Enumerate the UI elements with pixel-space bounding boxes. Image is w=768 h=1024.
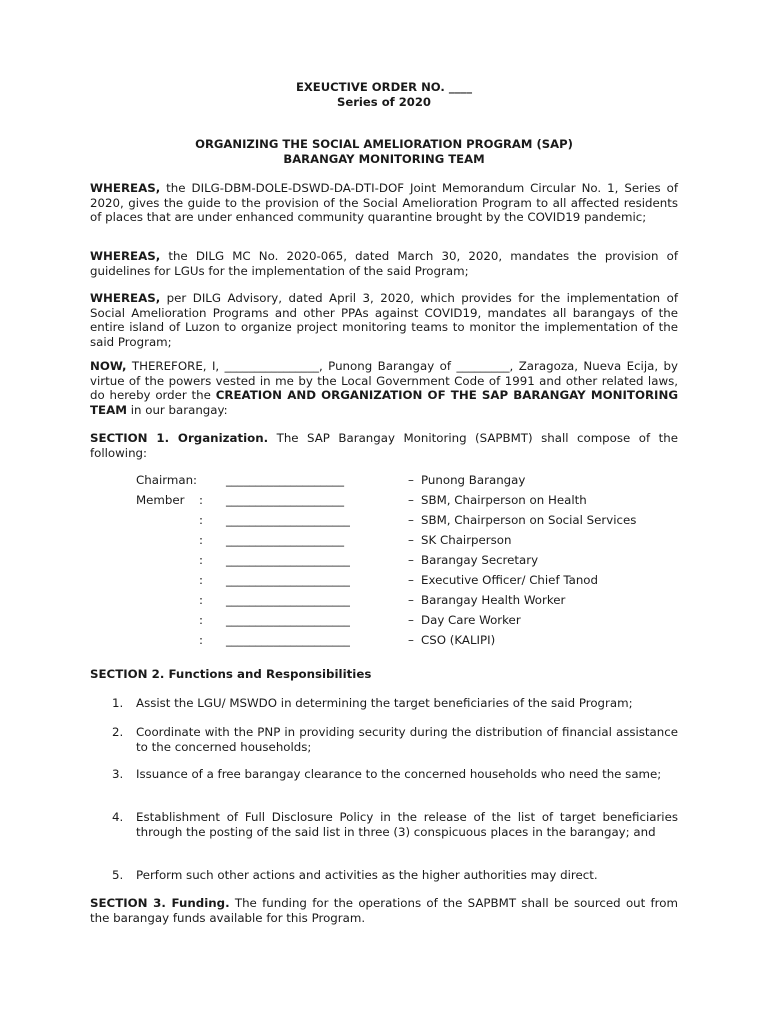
list-item-text: Assist the LGU/ MSWDO in determining the target beneficiaries of the said Program; [136,696,633,710]
member-dash: – [408,493,414,507]
section-1-heading: SECTION 1. Organization. [90,431,269,445]
member-name-blank: _____________________ [226,513,350,527]
order-title: EXEUCTIVE ORDER NO. ____ [295,80,473,94]
member-colon: : [199,593,203,607]
list-item-number: 2. [112,725,124,739]
section-1-paragraph [90,431,678,460]
whereas-paragraph-3 [90,291,678,349]
member-dash: – [408,473,414,487]
member-dash: – [408,533,414,547]
list-item-number: 4. [112,810,124,824]
member-position: Barangay Health Worker [421,593,566,607]
subject-line-2: BARANGAY MONITORING TEAM [283,152,485,166]
now-tail: in our barangay: [126,402,228,417]
member-colon: : [199,513,203,527]
whereas-text: the DILG-DBM-DOLE-DSWD-DA-DTI-DOF Joint Memorandum Circular No. 1, Series of 2020, gives the guide to the provision of the Social Amelioration Program to all affected residents of places that are under enhanced community quarantine brought by the COVID19 pandemic; [90,181,678,224]
section-2-heading: SECTION 2. Functions and Responsibilities [90,667,372,681]
member-position: SBM, Chairperson on Social Services [421,513,637,527]
member-colon: : [199,533,203,547]
member-colon: : [199,633,203,647]
member-position: SBM, Chairperson on Health [421,493,587,507]
member-position: CSO (KALIPI) [421,633,496,647]
member-position: Executive Officer/ Chief Tanod [421,573,599,587]
member-name-blank: _____________________ [226,573,350,587]
list-item-text: Establishment of Full Disclosure Policy in the release of the list of target beneficiaries through the posting of the said list in three (3) conspicuous places in the barangay; and [136,810,678,839]
series-line: Series of 2020 [336,95,432,109]
section-3-heading: SECTION 3. Funding. [90,896,230,910]
list-item-number: 3. [112,767,124,781]
member-colon: : [199,573,203,587]
list-item-number: 1. [112,696,124,710]
member-name-blank: ____________________ [226,493,344,507]
now-lead: NOW, [90,359,127,373]
whereas-text: the DILG MC No. 2020-065, dated March 30, 2020, mandates the provision of guidelines for LGUs for the implementation of the said Program; [90,249,678,278]
now-bold-text: CREATION AND ORGANIZATION OF THE SAP BARANGAY MONITORING TEAM [90,388,678,417]
member-colon: : [199,613,203,627]
member-name-blank: _____________________ [226,613,350,627]
member-position: Punong Barangay [421,473,526,487]
whereas-paragraph-2 [90,249,678,278]
member-role: Member [136,493,185,507]
now-therefore-paragraph [90,359,678,417]
member-colon: : [199,553,203,567]
member-position: SK Chairperson [421,533,512,547]
member-dash: – [408,553,414,567]
member-dash: – [408,593,414,607]
member-position: Barangay Secretary [421,553,539,567]
member-position: Day Care Worker [421,613,521,627]
member-dash: – [408,513,414,527]
whereas-text: per DILG Advisory, dated April 3, 2020, which provides for the implementation of Social Amelioration Programs and other PPAs against COVID19, mandates all barangays of the entire island of Luzon to organize project monitoring teams to monitor the implementation of the said Program; [90,291,678,349]
list-item-text: Perform such other actions and activities as the higher authorities may direct. [136,868,598,882]
list-item-text: Issuance of a free barangay clearance to the concerned households who need the same; [136,767,662,781]
section-1-text: The SAP Barangay Monitoring (SAPBMT) shall compose of the following: [90,431,678,460]
list-item-number: 5. [112,868,124,882]
member-dash: – [408,573,414,587]
member-name-blank: ____________________ [226,533,344,547]
member-dash: – [408,613,414,627]
whereas-lead: WHEREAS, [90,181,161,195]
member-colon: : [199,493,203,507]
whereas-lead: WHEREAS, [90,291,161,305]
member-name-blank: _____________________ [226,553,350,567]
member-name-blank: ____________________ [226,473,344,487]
whereas-lead: WHEREAS, [90,249,161,263]
member-name-blank: _____________________ [226,633,350,647]
whereas-paragraph-1 [90,181,678,225]
section-3-text: The funding for the operations of the SAPBMT shall be sourced out from the barangay funds available for this Program. [90,896,678,925]
member-dash: – [408,633,414,647]
now-text: THEREFORE, I, ________________, Punong Barangay of _________, Zaragoza, Nueva Ecija, by virtue of the powers vested in me by the Local Government Code of 1991 and other related laws, do hereby order the [90,359,678,402]
list-item-text: Coordinate with the PNP in providing security during the distribution of financial assistance to the concerned households; [136,725,678,754]
member-name-blank: _____________________ [226,593,350,607]
section-3-paragraph [90,896,678,925]
member-role: Chairman: [136,473,198,487]
subject-line-1: ORGANIZING THE SOCIAL AMELIORATION PROGRAM (SAP) [195,137,573,151]
